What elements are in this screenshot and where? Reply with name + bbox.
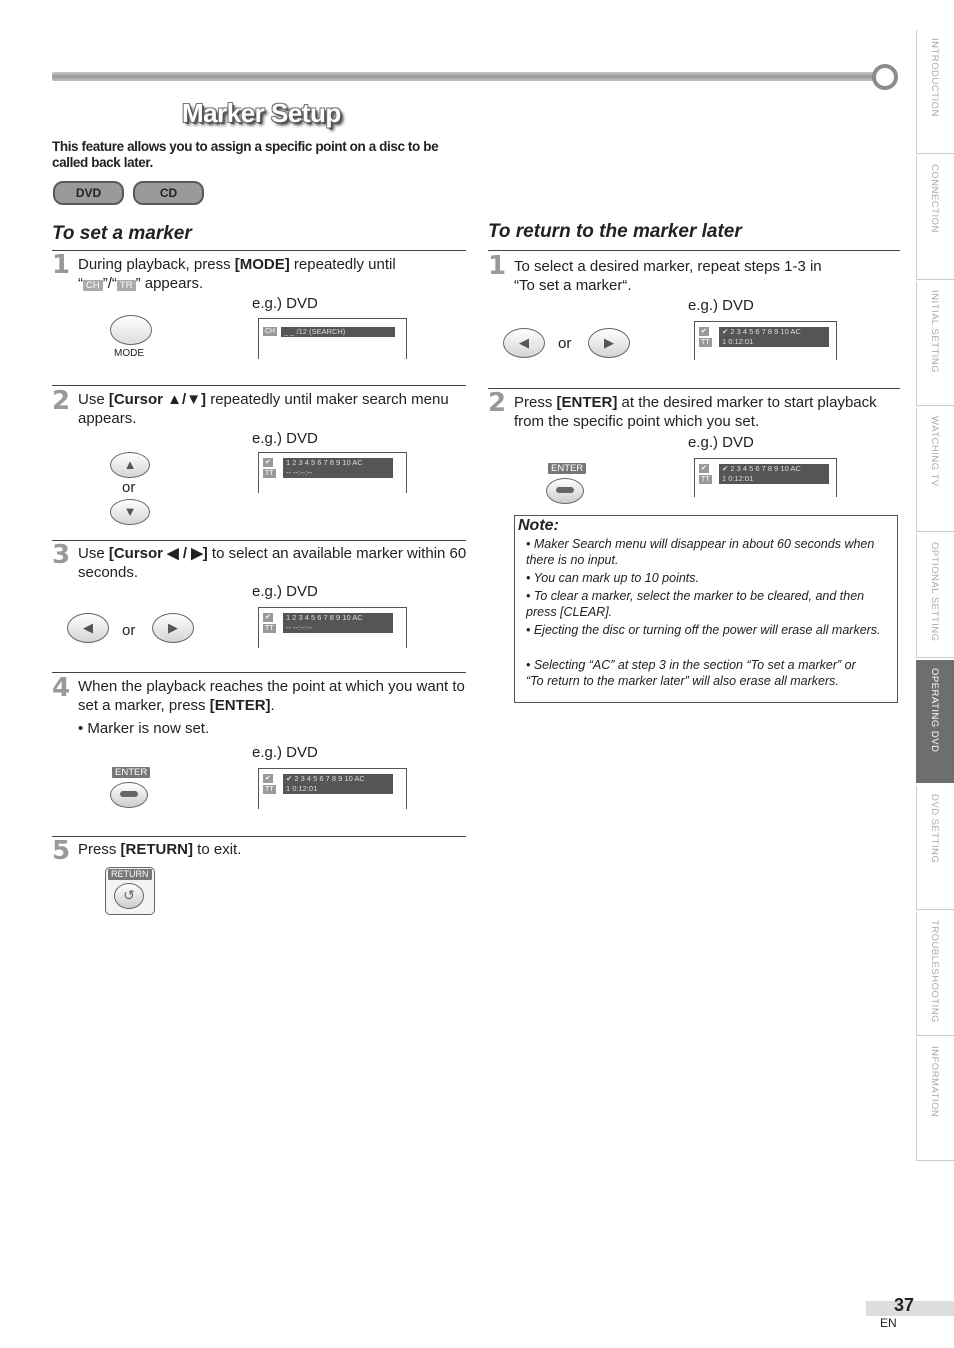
step-4-bullet: • Marker is now set. xyxy=(78,720,210,737)
osd-screen xyxy=(258,318,407,359)
note-item: • Selecting “AC” at step 3 in the section “To set a marker” or “To return to the marker later” will also erase all markers. xyxy=(526,658,856,688)
step-number: 3 xyxy=(52,540,71,570)
header-bar xyxy=(52,72,874,81)
return-step-2-text: Press [ENTER] at the desired marker to start playback from the specific point which you set. xyxy=(514,394,877,430)
tab-initial-setting[interactable]: INITIAL SETTING xyxy=(916,282,954,406)
divider xyxy=(488,250,900,251)
tab-connection[interactable]: CONNECTION xyxy=(916,156,954,280)
note-box xyxy=(514,515,898,703)
return-button-icon xyxy=(105,867,155,915)
osd-text: _ _ /12 (SEARCH) xyxy=(281,327,395,337)
osd-row-markers: ✔ 2 3 4 5 6 7 8 9 10 AC xyxy=(283,774,393,784)
osd-screen xyxy=(694,458,837,497)
osd-row-markers: 1 2 3 4 5 6 7 8 9 10 AC xyxy=(283,458,393,468)
enter-label: ENTER xyxy=(548,463,586,474)
tab-operating-dvd[interactable]: OPERATING DVD xyxy=(916,660,954,783)
step-number: 5 xyxy=(52,836,71,866)
step-number: 4 xyxy=(52,673,71,703)
osd-screen xyxy=(694,321,837,360)
osd-screen xyxy=(258,607,407,648)
cursor-right-icon: ▶ xyxy=(588,328,630,358)
divider xyxy=(52,672,466,673)
enter-label: ENTER xyxy=(112,767,150,778)
note-item: • Ejecting the disc or turning off the power will erase all markers. xyxy=(526,623,881,637)
return-marker-heading: To return to the marker later xyxy=(488,221,742,242)
tr-icon: TR xyxy=(117,280,136,291)
osd-title-icon: TT xyxy=(265,470,274,477)
page-number: 37 xyxy=(894,1295,915,1315)
osd-row-time: 1 0:12:01 xyxy=(719,474,829,484)
osd-check-icon: ✔ xyxy=(701,328,707,335)
cursor-up-icon: ▲ xyxy=(110,452,150,478)
set-marker-heading: To set a marker xyxy=(52,223,192,244)
osd-screen xyxy=(258,452,407,493)
cursor-left-icon: ◀ xyxy=(67,613,109,643)
step-5-text: Press [RETURN] to exit. xyxy=(78,841,242,858)
or-text: or xyxy=(122,479,136,496)
page-title: Marker Setup xyxy=(182,98,341,128)
return-label: RETURN xyxy=(108,869,152,880)
intro-text: This feature allows you to assign a specific point on a disc to be called back later. xyxy=(52,139,439,170)
step-4-text: When the playback reaches the point at which you want to set a marker, press [ENTER]. xyxy=(78,678,465,714)
osd-row-markers: ✔ 2 3 4 5 6 7 8 9 10 AC xyxy=(719,327,829,337)
page-language: EN xyxy=(880,1316,897,1330)
divider xyxy=(52,836,466,837)
example-label: e.g.) DVD xyxy=(252,295,318,312)
step-3-text: Use [Cursor ◀ / ▶] to select an available marker within 60 seconds. xyxy=(78,545,467,581)
tab-watching-tv[interactable]: WATCHING TV xyxy=(916,408,954,532)
tab-troubleshooting[interactable]: TROUBLESHOOTING xyxy=(916,912,954,1036)
step-number: 1 xyxy=(52,250,71,280)
tab-optional-setting[interactable]: OPTIONAL SETTING xyxy=(916,534,954,658)
cursor-down-icon: ▼ xyxy=(110,499,150,525)
mode-button-icon xyxy=(110,315,152,345)
osd-row-time: -- --:--:-- xyxy=(283,468,393,478)
osd-check-icon: ✔ xyxy=(265,614,271,621)
note-heading: Note: xyxy=(518,517,559,534)
enter-button-icon xyxy=(546,478,584,504)
osd-label: CH xyxy=(265,328,276,335)
osd-row-time: 1 0:12:01 xyxy=(719,337,829,347)
note-item: • Maker Search menu will disappear in about 60 seconds when there is no input. xyxy=(526,537,875,567)
divider xyxy=(52,540,466,541)
step-2-text: Use [Cursor ▲/▼] repeatedly until maker search menu appears. xyxy=(78,391,449,427)
osd-title-icon: TT xyxy=(701,339,710,346)
example-label: e.g.) DVD xyxy=(688,297,754,314)
cursor-right-icon: ▶ xyxy=(152,613,194,643)
osd-title-icon: TT xyxy=(265,786,274,793)
divider xyxy=(52,250,466,251)
divider xyxy=(488,388,900,389)
dvd-tag: DVD xyxy=(53,181,124,205)
osd-row-markers: 1 2 3 4 5 6 7 8 9 10 AC xyxy=(283,613,393,623)
note-item: • To clear a marker, select the marker to be cleared, and then press [CLEAR]. xyxy=(526,589,865,619)
osd-title-icon: TT xyxy=(701,476,710,483)
example-label: e.g.) DVD xyxy=(688,434,754,451)
osd-row-time: 1 0:12:01 xyxy=(283,784,393,794)
example-label: e.g.) DVD xyxy=(252,583,318,600)
osd-title-icon: TT xyxy=(265,625,274,632)
tab-dvd-setting[interactable]: DVD SETTING xyxy=(916,786,954,910)
or-text: or xyxy=(122,622,136,639)
cd-tag: CD xyxy=(133,181,204,205)
osd-check-icon: ✔ xyxy=(265,459,271,466)
cursor-left-icon: ◀ xyxy=(503,328,545,358)
step-1-text: During playback, press [MODE] repeatedly until “ CH ”/“ TR ” appears. xyxy=(78,256,396,292)
divider xyxy=(52,385,466,386)
osd-row-time: -- --:--:-- xyxy=(283,623,393,633)
step-number: 2 xyxy=(52,386,71,416)
osd-check-icon: ✔ xyxy=(701,465,707,472)
ch-icon: CH xyxy=(83,280,103,291)
note-item: • You can mark up to 10 points. xyxy=(526,571,700,585)
enter-button-icon xyxy=(110,782,148,808)
example-label: e.g.) DVD xyxy=(252,430,318,447)
header-circle xyxy=(872,64,898,90)
step-number: 1 xyxy=(488,251,507,281)
example-label: e.g.) DVD xyxy=(252,744,318,761)
or-text: or xyxy=(558,335,572,352)
return-arrow-icon: ↺ xyxy=(114,883,144,909)
tab-information[interactable]: INFORMATION xyxy=(916,1038,954,1161)
return-step-1-text: To select a desired marker, repeat steps 1-3 in “To set a marker“. xyxy=(514,258,822,294)
osd-check-icon: ✔ xyxy=(265,775,271,782)
mode-label: MODE xyxy=(114,348,144,359)
tab-introduction[interactable]: INTRODUCTION xyxy=(916,30,954,154)
osd-screen xyxy=(258,768,407,809)
osd-row-markers: ✔ 2 3 4 5 6 7 8 9 10 AC xyxy=(719,464,829,474)
step-number: 2 xyxy=(488,388,507,418)
